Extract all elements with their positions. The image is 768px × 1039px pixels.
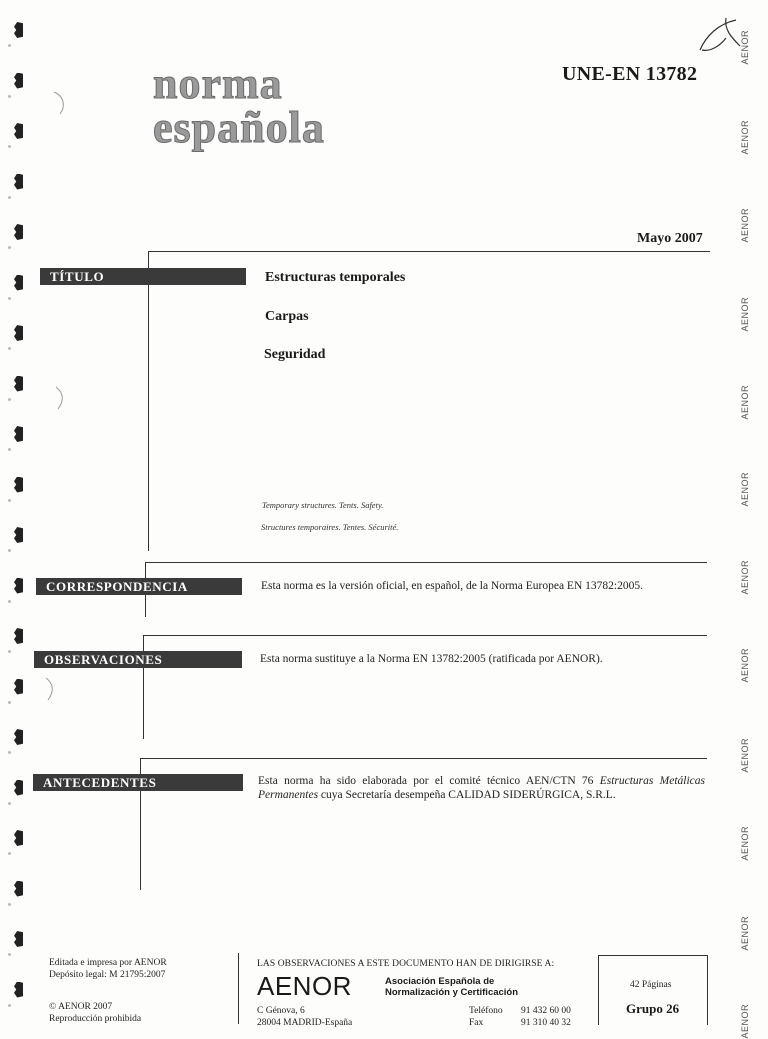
binding-hole-icon xyxy=(14,22,23,38)
pencil-mark xyxy=(42,676,58,702)
fax-number: 91 310 40 32 xyxy=(521,1018,571,1028)
divider xyxy=(148,251,710,252)
organization-name xyxy=(385,976,518,998)
address-line-2: 28004 MADRID-España xyxy=(257,1018,353,1028)
binding-dot xyxy=(8,347,11,350)
binding-dot xyxy=(8,499,11,502)
binding-hole-icon xyxy=(14,73,23,89)
binding-hole-icon xyxy=(14,224,23,240)
document-type-title xyxy=(153,59,325,152)
binding-hole-icon xyxy=(14,780,23,796)
binding-dot xyxy=(8,44,11,47)
binding-hole-icon xyxy=(14,881,23,897)
title-line: Seguridad xyxy=(264,347,326,362)
binding-dot xyxy=(8,246,11,249)
copyright: © AENOR 2007 xyxy=(49,1002,113,1012)
phone-label: Teléfono xyxy=(469,1006,503,1016)
page-count: 42 Páginas xyxy=(630,980,672,990)
aenor-watermark: AENOR xyxy=(740,648,750,683)
standard-code: UNE-EN 13782 xyxy=(562,63,698,85)
divider xyxy=(148,251,149,551)
binding-hole-icon xyxy=(14,376,23,392)
aenor-watermark: AENOR xyxy=(740,560,750,595)
binding-dot xyxy=(8,650,11,653)
org-line-1: Asociación Española de xyxy=(385,976,495,987)
binding-dot xyxy=(8,297,11,300)
handwritten-mark xyxy=(696,16,744,56)
aenor-watermark: AENOR xyxy=(740,916,750,951)
binding-hole-icon xyxy=(14,426,23,442)
address xyxy=(257,1005,352,1029)
publication-date: Mayo 2007 xyxy=(637,231,703,246)
title-line: Estructuras temporales xyxy=(265,270,406,285)
binding-hole-icon xyxy=(14,679,23,695)
binding-dot xyxy=(8,802,11,805)
divider xyxy=(145,562,707,563)
binding-dot xyxy=(8,701,11,704)
divider xyxy=(143,635,707,636)
contact-values xyxy=(521,1005,571,1029)
antecedentes-text xyxy=(258,774,705,802)
binding-dot xyxy=(8,549,11,552)
pencil-mark xyxy=(50,88,70,118)
binding-hole-icon xyxy=(14,830,23,846)
binding-hole-icon xyxy=(14,982,23,998)
binding-hole-icon xyxy=(14,174,23,190)
edited-by: Editada e impresa por AENOR xyxy=(49,958,167,968)
divider xyxy=(140,758,707,759)
price-group: Grupo 26 xyxy=(626,1001,680,1016)
aenor-watermark: AENOR xyxy=(740,472,750,507)
binding-dot xyxy=(8,448,11,451)
binding-holes xyxy=(8,14,30,1024)
french-title: Structures temporaires. Tentes. Sécurité. xyxy=(261,522,399,532)
binding-dot xyxy=(8,398,11,401)
pencil-mark xyxy=(52,385,68,411)
aenor-watermark: AENOR xyxy=(740,30,750,65)
fax-label: Fax xyxy=(469,1018,484,1028)
aenor-watermark: AENOR xyxy=(740,1004,750,1039)
binding-dot xyxy=(8,903,11,906)
binding-dot xyxy=(8,1004,11,1007)
phone-number: 91 432 60 00 xyxy=(521,1006,571,1016)
address-line-1: C Génova, 6 xyxy=(257,1006,305,1016)
binding-hole-icon xyxy=(14,729,23,745)
aenor-watermark: AENOR xyxy=(740,738,750,773)
binding-dot xyxy=(8,600,11,603)
binding-hole-icon xyxy=(14,527,23,543)
binding-dot xyxy=(8,751,11,754)
copyright-info xyxy=(49,1001,141,1025)
section-label-titulo: TÍTULO xyxy=(40,268,246,285)
section-label-antecedentes: ANTECEDENTES xyxy=(33,774,243,791)
binding-dot xyxy=(8,953,11,956)
aenor-watermark: AENOR xyxy=(740,385,750,420)
binding-hole-icon xyxy=(14,477,23,493)
contact-labels xyxy=(469,1005,503,1029)
english-title: Temporary structures. Tents. Safety. xyxy=(262,500,384,510)
binding-hole-icon xyxy=(14,578,23,594)
org-line-2: Normalización y Certificación xyxy=(385,987,519,998)
title-line: Carpas xyxy=(265,309,309,324)
observations-notice: LAS OBSERVACIONES A ESTE DOCUMENTO HAN DE DIRIGIRSE A: xyxy=(257,959,555,969)
section-label-observaciones: OBSERVACIONES xyxy=(34,651,242,668)
binding-hole-icon xyxy=(14,275,23,291)
aenor-watermark: AENOR xyxy=(740,826,750,861)
aenor-watermark: AENOR xyxy=(740,208,750,243)
section-label-correspondencia: CORRESPONDENCIA xyxy=(36,578,242,595)
aenor-watermark: AENOR xyxy=(740,297,750,332)
correspondencia-text: Esta norma es la versión oficial, en español, de la Norma Europea EN 13782:2005. xyxy=(261,580,643,592)
binding-hole-icon xyxy=(14,628,23,644)
committee-name: Estructuras Metálicas Permanentes xyxy=(258,775,705,801)
observaciones-text: Esta norma sustituye a la Norma EN 13782:2005 (ratificada por AENOR). xyxy=(260,653,603,665)
edition-info xyxy=(49,957,167,981)
antecedentes-text-part: Esta norma ha sido elaborada por el comité técnico AEN/CTN 76 xyxy=(258,775,600,787)
binding-dot xyxy=(8,95,11,98)
legal-deposit: Depósito legal: M 21795:2007 xyxy=(49,970,166,980)
binding-dot xyxy=(8,196,11,199)
binding-dot xyxy=(8,852,11,855)
divider xyxy=(238,953,239,1024)
aenor-watermark: AENOR xyxy=(740,120,750,155)
binding-dot xyxy=(8,145,11,148)
reproduction-notice: Reproducción prohibida xyxy=(49,1014,142,1024)
antecedentes-text-part: cuya Secretaría desempeña CALIDAD SIDERÚRGICA, S.R.L. xyxy=(318,789,616,801)
binding-hole-icon xyxy=(14,931,23,947)
aenor-logo: AENOR xyxy=(257,971,352,1001)
binding-hole-icon xyxy=(14,325,23,341)
title-line-1: norma xyxy=(153,59,283,108)
binding-hole-icon xyxy=(14,123,23,139)
title-line-2: española xyxy=(153,103,325,152)
